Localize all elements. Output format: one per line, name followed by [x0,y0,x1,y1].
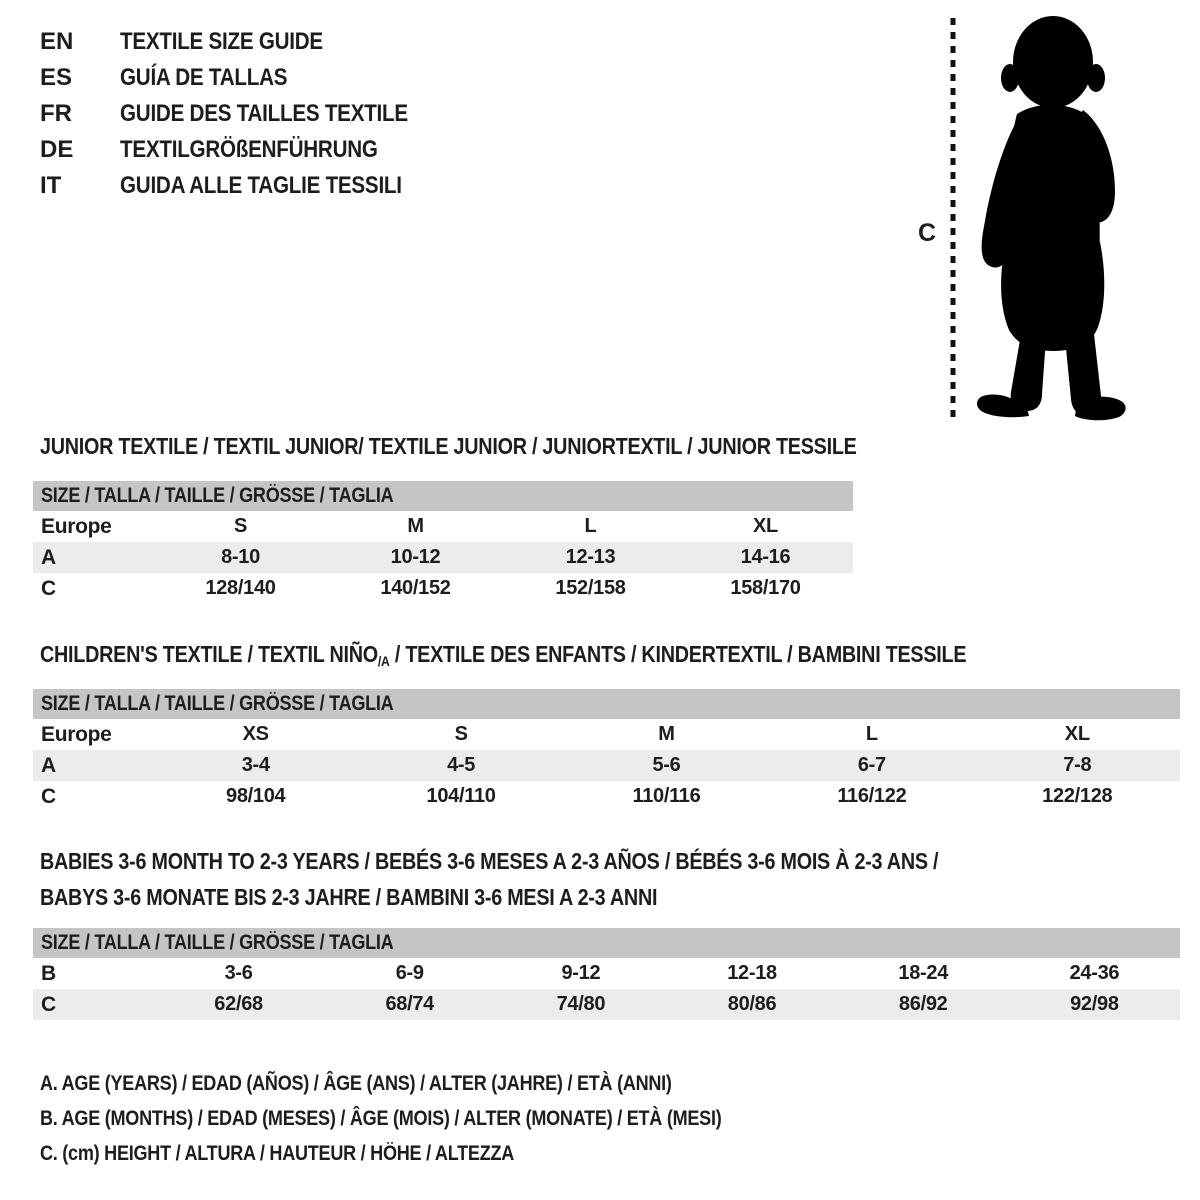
children-row-height-label: C [41,784,56,808]
language-row-fr [40,96,455,132]
children-section-title [40,641,1117,670]
babies-months-3: 9-12 [561,962,601,984]
babies-section-title-line2 [40,884,758,911]
junior-row-age-label: A [41,545,56,569]
children-row-age-label: A [41,753,56,777]
height-measure-figure [905,12,1175,424]
children-height-xs: 98/104 [226,785,286,807]
children-region-label: Europe [41,722,112,746]
junior-col-s: S [233,515,248,537]
junior-size-header-band [33,481,853,511]
legend-line-c-text: C. (cm) HEIGHT / ALTURA / HAUTEUR / HÖHE / ALTEZZA [40,1141,515,1165]
children-col-s: S [454,723,468,745]
babies-height-4: 80/86 [727,993,777,1015]
legend-line-b-text: B. AGE (MONTHS) / EDAD (MESES) / ÂGE (MOIS) / ALTER (MONATE) / ETÀ (MESI) [40,1106,722,1130]
babies-months-6: 24-36 [1069,962,1120,984]
babies-size-header-text: SIZE / TALLA / TAILLE / GRÖSSE / TAGLIA [41,931,394,954]
measurement-legend [40,1066,832,1171]
junior-height-s: 128/140 [205,577,276,599]
children-title-pre: CHILDREN'S TEXTILE / TEXTIL NIÑO [40,641,378,667]
junior-size-header-text: SIZE / TALLA / TAILLE / GRÖSSE / TAGLIA [41,484,394,507]
children-col-xs: XS [242,723,269,745]
junior-section-title [40,433,990,460]
children-title-sub: /A [377,653,390,670]
language-title-de: TEXTILGRÖßENFÜHRUNG [120,136,378,163]
junior-col-l: L [584,515,597,537]
language-code-de: DE [40,136,74,163]
babies-row-months-label: B [41,961,56,985]
junior-age-xl: 14-16 [740,546,791,568]
babies-height-6: 92/98 [1070,993,1119,1015]
children-size-header-band [33,689,1180,719]
children-age-m: 5-6 [652,754,681,776]
babies-section-title-line2-text: BABYS 3-6 MONATE BIS 2-3 JAHRE / BAMBINI 3-6 MESI A 2-3 ANNI [40,884,658,910]
toddler-silhouette-icon [965,14,1143,422]
junior-col-xl: XL [753,515,778,537]
children-size-header-text: SIZE / TALLA / TAILLE / GRÖSSE / TAGLIA [41,692,394,715]
babies-row-height [33,989,1180,1020]
babies-size-header-band [33,928,1180,958]
junior-height-m: 140/152 [380,577,451,599]
junior-age-m: 10-12 [390,546,441,568]
babies-size-table [33,928,1180,1020]
height-measure-label: C [918,219,937,247]
junior-size-header-row [33,481,853,511]
children-col-xl: XL [1064,723,1090,745]
babies-height-1: 62/68 [214,993,263,1015]
junior-row-height [33,573,853,604]
babies-months-2: 6-9 [395,962,424,984]
junior-row-height-label: C [41,576,56,600]
babies-row-height-label: C [41,992,56,1016]
babies-section-title-line1-text: BABIES 3-6 MONTH TO 2-3 YEARS / BEBÉS 3-6 MESES A 2-3 AÑOS / BÉBÉS 3-6 MOIS À 2-3 ANS / [40,848,939,874]
language-title-es: GUÍA DE TALLAS [120,64,288,91]
language-code-it: IT [40,172,62,199]
junior-size-table [33,481,853,604]
language-row-en [40,24,455,60]
height-measure-dashed-line [949,18,957,420]
language-row-it [40,168,455,204]
children-height-l: 116/122 [837,785,907,807]
babies-size-header-row [33,928,1180,958]
junior-height-xl: 158/170 [730,577,801,599]
children-height-s: 104/110 [426,785,496,807]
junior-region-label: Europe [41,514,112,538]
children-age-l: 6-7 [857,754,886,776]
children-age-xl: 7-8 [1063,754,1092,776]
legend-line-a [40,1066,832,1101]
children-col-l: L [865,723,878,745]
legend-line-b [40,1101,832,1136]
children-age-xs: 3-4 [241,754,270,776]
junior-columns-row [33,511,853,542]
children-row-height [33,781,1180,812]
children-section-title-text [40,641,966,670]
junior-age-l: 12-13 [565,546,616,568]
language-row-es [40,60,455,96]
language-code-es: ES [40,64,73,91]
legend-line-a-text: A. AGE (YEARS) / EDAD (AÑOS) / ÂGE (ANS) / ALTER (JAHRE) / ETÀ (ANNI) [40,1071,672,1095]
children-row-age [33,750,1180,781]
children-columns-row [33,719,1180,750]
children-title-post: / TEXTILE DES ENFANTS / KINDERTEXTIL / BAMBINI TESSILE [389,641,967,667]
junior-age-s: 8-10 [221,546,260,568]
language-title-block [40,24,455,204]
babies-height-3: 74/80 [556,993,606,1015]
children-age-s: 4-5 [447,754,476,776]
babies-months-1: 3-6 [224,962,253,984]
children-size-table [33,689,1180,812]
language-row-de [40,132,455,168]
children-col-m: M [658,723,675,745]
babies-months-5: 18-24 [898,962,949,984]
language-title-fr: GUIDE DES TAILLES TEXTILE [120,100,408,127]
children-size-header-row [33,689,1180,719]
children-height-m: 110/116 [632,785,701,807]
children-height-xl: 122/128 [1042,785,1113,807]
junior-col-m: M [407,515,424,537]
babies-section-title-line1 [40,848,1085,875]
junior-section-title-text: JUNIOR TEXTILE / TEXTIL JUNIOR/ TEXTILE JUNIOR / JUNIORTEXTIL / JUNIOR TESSILE [40,433,857,459]
language-title-en: TEXTILE SIZE GUIDE [120,28,323,55]
babies-height-5: 86/92 [898,993,948,1015]
language-title-it: GUIDA ALLE TAGLIE TESSILI [120,172,402,199]
babies-row-months [33,958,1180,989]
babies-height-2: 68/74 [385,993,435,1015]
junior-height-l: 152/158 [555,577,626,599]
language-code-en: EN [40,28,74,55]
junior-row-age [33,542,853,573]
babies-months-4: 12-18 [727,962,777,984]
legend-line-c [40,1136,832,1171]
language-code-fr: FR [40,100,72,127]
